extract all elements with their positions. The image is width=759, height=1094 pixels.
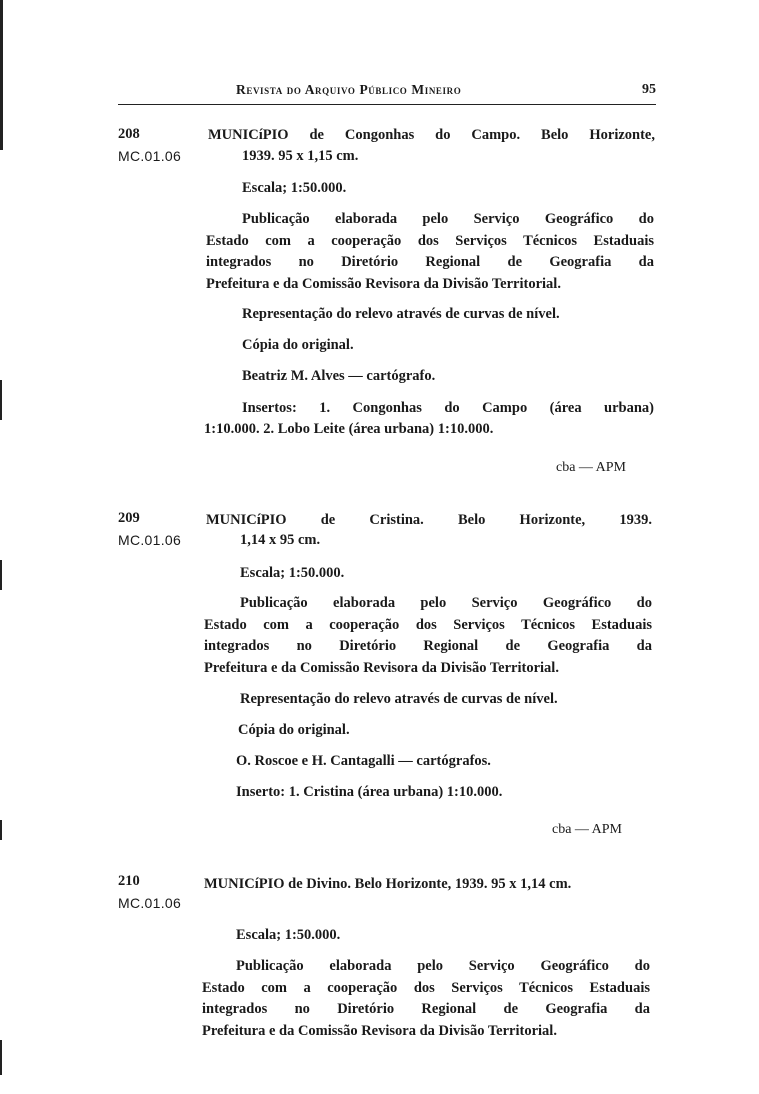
entry-cartographer: O. Roscoe e H. Cantagalli — cartógrafos. bbox=[236, 753, 491, 769]
publication-line: Estado com a cooperação dos Serviços Técnicos Estaduais bbox=[202, 979, 650, 996]
publication-line: Publicação elaborada pelo Serviço Geográfico do bbox=[236, 958, 650, 974]
entry-number: 210 bbox=[118, 873, 140, 889]
publication-line: Publicação elaborada pelo Serviço Geográfico do bbox=[240, 595, 652, 611]
entry-publication bbox=[202, 956, 650, 1042]
running-header bbox=[118, 80, 656, 105]
entry-copy: Cópia do original. bbox=[242, 337, 354, 353]
entry-cartographer: Beatriz M. Alves — cartógrafo. bbox=[242, 368, 436, 384]
journal-title: Revista do Arquivo Público Mineiro bbox=[236, 82, 462, 97]
entry-title: MUNICíPIO de Congonhas do Campo. Belo Horizonte, bbox=[208, 127, 655, 143]
scan-edge-mark bbox=[0, 560, 2, 590]
entry-source: cba — APM bbox=[552, 822, 622, 837]
entry-title-continued: 1,14 x 95 cm. bbox=[240, 532, 321, 548]
entry-publication bbox=[206, 209, 654, 295]
entry-title: MUNICíPIO de Cristina. Belo Horizonte, 1939. bbox=[206, 512, 652, 528]
entry-inserts: Inserto: 1. Cristina (área urbana) 1:10.000. bbox=[236, 784, 503, 800]
entry-inserts: Insertos: 1. Congonhas do Campo (área urbana) bbox=[242, 400, 654, 416]
entry-title: MUNICíPIO de Divino. Belo Horizonte, 1939. 95 x 1,14 cm. bbox=[204, 876, 572, 892]
entry-copy: Cópia do original. bbox=[238, 722, 350, 738]
entry-relief: Representação do relevo através de curvas de nível. bbox=[242, 306, 560, 322]
publication-line: Publicação elaborada pelo Serviço Geográfico do bbox=[242, 211, 654, 227]
entry-code: MC.01.06 bbox=[118, 148, 182, 164]
publication-line: Prefeitura e da Comissão Revisora da Divisão Territorial. bbox=[204, 659, 559, 676]
entry-scale: Escala; 1:50.000. bbox=[236, 927, 341, 943]
entry-source: cba — APM bbox=[556, 460, 626, 475]
publication-line: integrados no Diretório Regional de Geografia da bbox=[204, 638, 652, 654]
publication-line: Estado com a cooperação dos Serviços Técnicos Estaduais bbox=[206, 232, 654, 249]
scan-edge-mark bbox=[0, 380, 2, 420]
page-number: 95 bbox=[642, 82, 656, 97]
publication-line: integrados no Diretório Regional de Geografia da bbox=[202, 1001, 650, 1017]
entry-title-continued: 1939. 95 x 1,15 cm. bbox=[242, 148, 359, 164]
scan-edge-mark bbox=[0, 820, 2, 840]
publication-line: Prefeitura e da Comissão Revisora da Divisão Territorial. bbox=[202, 1022, 557, 1039]
entry-number: 208 bbox=[118, 126, 140, 142]
publication-line: Prefeitura e da Comissão Revisora da Divisão Territorial. bbox=[206, 275, 561, 292]
entry-code: MC.01.06 bbox=[118, 895, 182, 911]
entry-relief: Representação do relevo através de curvas de nível. bbox=[240, 691, 558, 707]
entry-scale: Escala; 1:50.000. bbox=[242, 180, 347, 196]
entry-inserts-continued: 1:10.000. 2. Lobo Leite (área urbana) 1:10.000. bbox=[204, 421, 494, 437]
publication-line: Estado com a cooperação dos Serviços Técnicos Estaduais bbox=[204, 616, 652, 633]
entry-scale: Escala; 1:50.000. bbox=[240, 565, 345, 581]
entry-code: MC.01.06 bbox=[118, 532, 182, 548]
scan-edge-mark bbox=[0, 0, 3, 150]
scan-edge-mark bbox=[0, 1040, 2, 1075]
entry-publication bbox=[204, 593, 652, 679]
publication-line: integrados no Diretório Regional de Geografia da bbox=[206, 254, 654, 270]
entry-number: 209 bbox=[118, 510, 140, 526]
